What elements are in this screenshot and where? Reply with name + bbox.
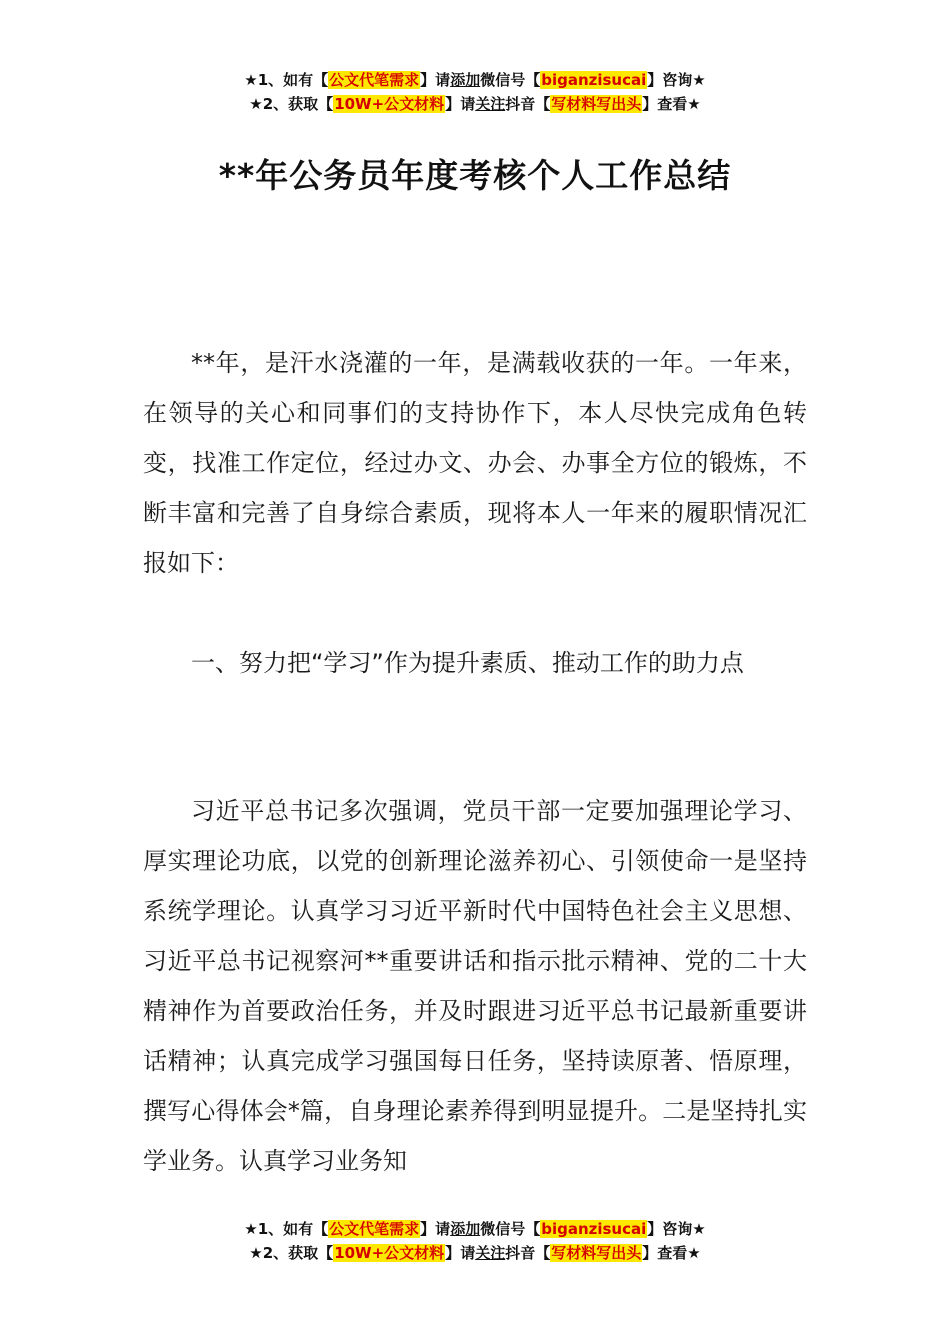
banner-highlight-wechat-id: biganzisucai xyxy=(541,1220,647,1238)
intro-paragraph-text: **年，是汗水浇灌的一年，是满载收获的一年。一年来，在领导的关心和同事们的支持协作下，本人尽快完成角色转变，找准工作定位，经过办文、办会、办事全方位的锻炼，不断丰富和完善了自身综合素质，现将本人一年来的履职情况汇报如下： xyxy=(143,349,807,577)
section-heading-text: 一、努力把“学习”作为提升素质、推动工作的助力点 xyxy=(191,649,744,677)
banner-text: 抖音【 xyxy=(505,95,551,113)
banner-text: 】请 xyxy=(420,71,451,89)
footer-banner xyxy=(0,1217,950,1265)
banner-highlight-service: 公文代笔需求 xyxy=(329,71,420,89)
banner-underlined-text: 添加 xyxy=(450,1220,481,1238)
banner-text: 】查看★ xyxy=(642,1244,701,1262)
banner-highlight-wechat-id: biganzisucai xyxy=(541,71,647,89)
banner-line-1 xyxy=(0,1217,950,1241)
header-banner xyxy=(0,68,950,116)
banner-highlight-materials: 10W+公文材料 xyxy=(334,1244,445,1262)
section-paragraph-text: 习近平总书记多次强调，党员干部一定要加强理论学习、厚实理论功底，以党的创新理论滋养初心、引领使命一是坚持系统学理论。认真学习习近平新时代中国特色社会主义思想、习近平总书记视察河**重要讲话和指示批示精神、党的二十大精神作为首要政治任务，并及时跟进习近平总书记最新重要讲话精神；认真完成学习强国每日任务，坚持读原著、悟原理，撰写心得体会*篇，自身理论素养得到明显提升。二是坚持扎实学业务。认真学习业务知 xyxy=(143,797,807,1175)
banner-line-2 xyxy=(0,92,950,116)
banner-underlined-text: 添加 xyxy=(450,71,481,89)
banner-text: ★2、获取【 xyxy=(249,95,334,113)
banner-text: 】请 xyxy=(420,1220,451,1238)
banner-underlined-text: 关注 xyxy=(475,1244,506,1262)
banner-text: 抖音【 xyxy=(505,1244,551,1262)
section-paragraph xyxy=(143,786,807,1186)
banner-line-2 xyxy=(0,1241,950,1265)
section-heading xyxy=(143,638,807,688)
banner-underlined-text: 关注 xyxy=(475,95,506,113)
banner-highlight-douyin: 写材料写出头 xyxy=(551,95,642,113)
banner-text: 微信号【 xyxy=(480,71,541,89)
banner-text: ★1、如有【 xyxy=(244,71,329,89)
banner-text: 】咨询★ xyxy=(647,71,706,89)
banner-text: ★2、获取【 xyxy=(249,1244,334,1262)
banner-text: 】查看★ xyxy=(642,95,701,113)
banner-text: 】咨询★ xyxy=(647,1220,706,1238)
banner-line-1 xyxy=(0,68,950,92)
banner-text: 】请 xyxy=(445,1244,476,1262)
banner-text: 微信号【 xyxy=(480,1220,541,1238)
intro-paragraph xyxy=(143,338,807,588)
banner-highlight-douyin: 写材料写出头 xyxy=(551,1244,642,1262)
banner-text: ★1、如有【 xyxy=(244,1220,329,1238)
banner-highlight-service: 公文代笔需求 xyxy=(329,1220,420,1238)
document-title: **年公务员年度考核个人工作总结 xyxy=(218,156,732,195)
banner-highlight-materials: 10W+公文材料 xyxy=(334,95,445,113)
banner-text: 】请 xyxy=(445,95,476,113)
